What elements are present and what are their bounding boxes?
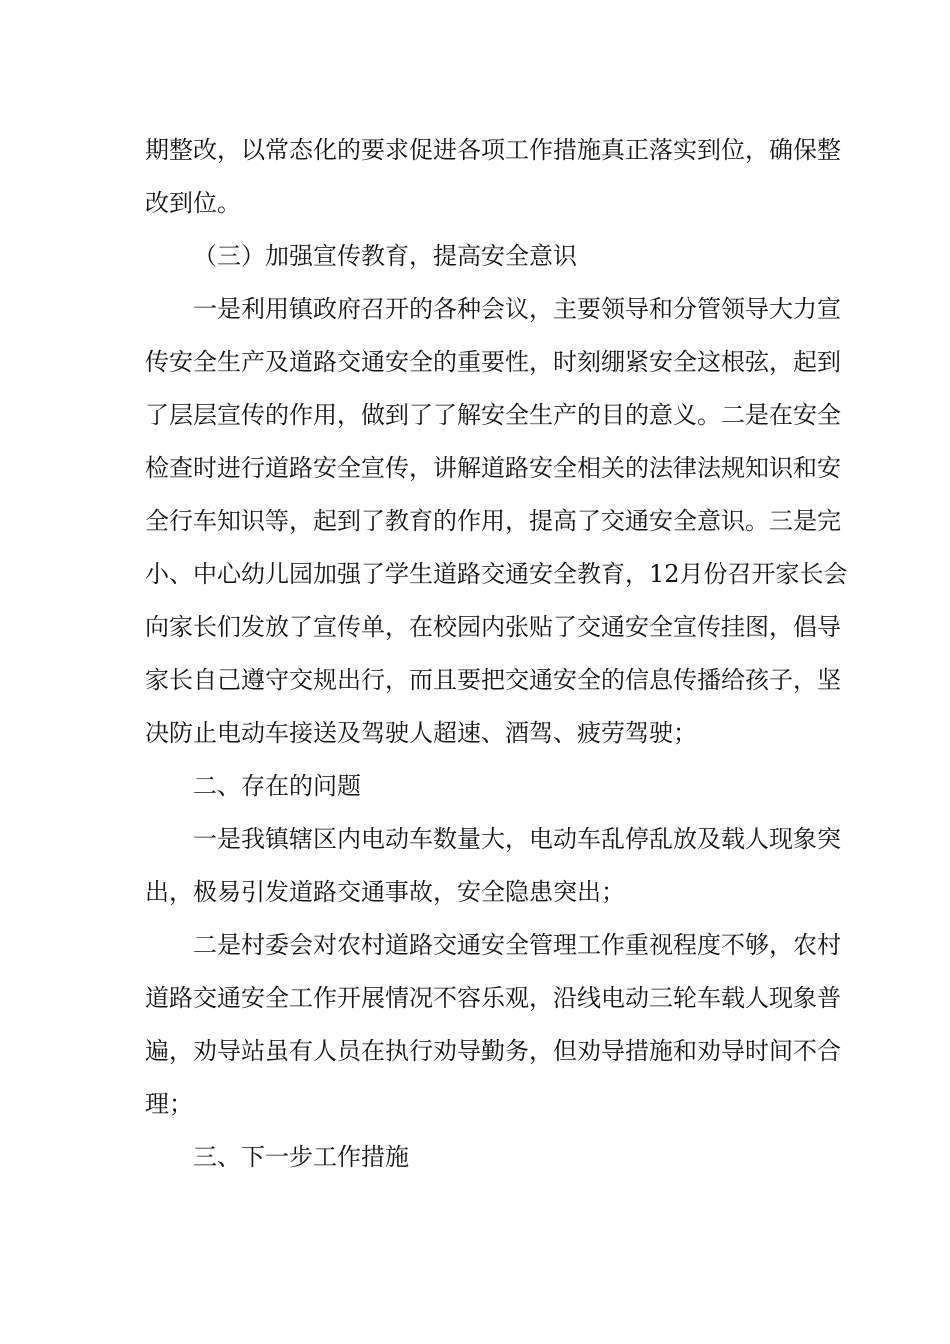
section-heading: 三、下一步工作措施 — [193, 1143, 409, 1171]
paragraph-line: 全行车知识等，起到了教育的作用，提高了交通安全意识。三是完 — [145, 507, 841, 535]
paragraph-line: 出，极易引发道路交通事故，安全隐患突出； — [145, 878, 625, 906]
paragraph-line: 检查时进行道路安全宣传，讲解道路安全相关的法律法规知识和安 — [145, 454, 841, 482]
document-body — [145, 124, 848, 1184]
paragraph-line: 了层层宣传的作用，做到了了解安全生产的目的意义。二是在安全 — [145, 401, 841, 429]
paragraph-line: 期整改，以常态化的要求促进各项工作措施真正落实到位，确保整 — [145, 136, 841, 164]
paragraph-line: 理； — [145, 1090, 193, 1118]
paragraph-line: 传安全生产及道路交通安全的重要性，时刻绷紧安全这根弦，起到 — [145, 348, 841, 376]
paragraph-line: 一是我镇辖区内电动车数量大，电动车乱停乱放及载人现象突 — [193, 825, 841, 853]
paragraph-line: 向家长们发放了宣传单，在校园内张贴了交通安全宣传挂图，倡导 — [145, 613, 841, 641]
paragraph-line: 一是利用镇政府召开的各种会议，主要领导和分管领导大力宣 — [193, 295, 841, 323]
paragraph-line: 道路交通安全工作开展情况不容乐观，沿线电动三轮车载人现象普 — [145, 984, 841, 1012]
paragraph-line: 遍，劝导站虽有人员在执行劝导勤务，但劝导措施和劝导时间不合 — [145, 1037, 841, 1065]
section-heading: （三）加强宣传教育，提高安全意识 — [193, 242, 577, 270]
paragraph-line: 改到位。 — [145, 189, 241, 217]
paragraph-line: 家长自己遵守交规出行，而且要把交通安全的信息传播给孩子，坚 — [145, 666, 841, 694]
section-heading: 二、存在的问题 — [193, 772, 361, 800]
paragraph-line: 决防止电动车接送及驾驶人超速、酒驾、疲劳驾驶； — [145, 719, 697, 747]
paragraph-line: 小、中心幼儿园加强了学生道路交通安全教育，12月份召开家长会 — [145, 560, 848, 588]
paragraph-line: 二是村委会对农村道路交通安全管理工作重视程度不够，农村 — [193, 931, 841, 959]
